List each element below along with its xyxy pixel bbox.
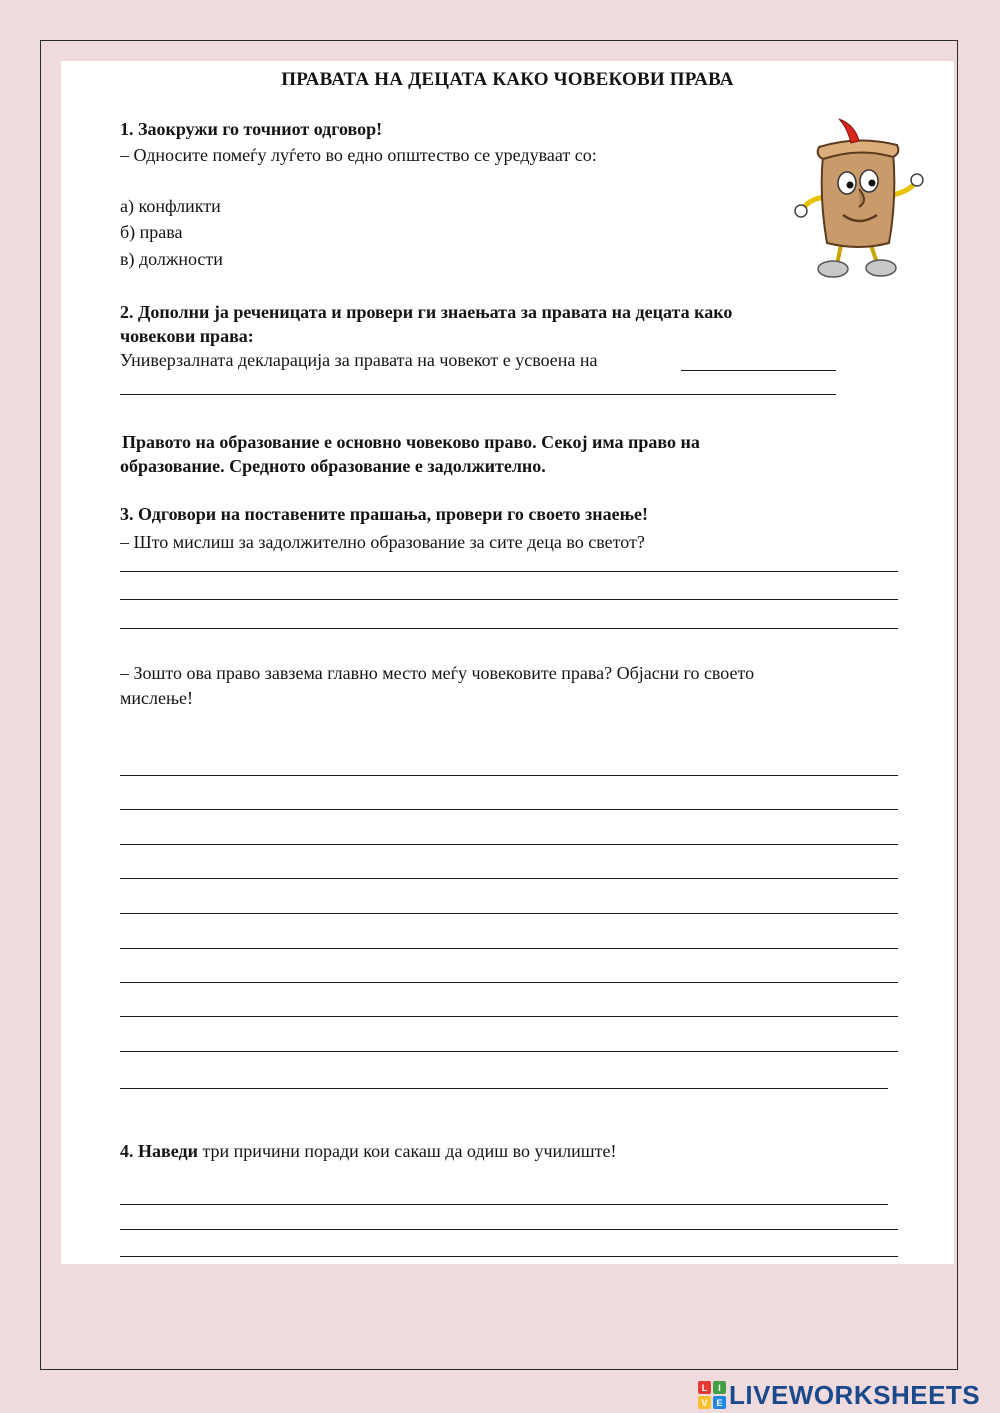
brand-name: LIVEWORKSHEETS	[729, 1379, 981, 1410]
q3-answer2-line[interactable]	[120, 775, 898, 776]
q3-heading: 3. Одговори на поставените прашања, провери го своето знаење!	[120, 504, 648, 524]
worksheet-title: ПРАВАТА НА ДЕЦАТА КАКО ЧОВЕКОВИ ПРАВА	[281, 69, 734, 90]
q1-option-b[interactable]: б) права	[120, 222, 183, 242]
q2-answer-blank-long[interactable]	[120, 394, 836, 395]
q1-option-a[interactable]: а) конфликти	[120, 196, 221, 216]
q4-answer-line[interactable]	[120, 1229, 898, 1230]
q3-answer2-line[interactable]	[120, 1088, 888, 1089]
q4-verb: Наведи	[138, 1141, 198, 1161]
q3-question2-line2: мислење!	[120, 688, 193, 708]
scroll-mascot-illustration	[789, 117, 929, 282]
svg-text:I: I	[718, 1383, 721, 1393]
education-note-line1: Правото на образование е основно човеково право. Секој има право на	[122, 432, 700, 452]
svg-text:V: V	[701, 1398, 708, 1408]
q3-answer2-line[interactable]	[120, 1016, 898, 1017]
worksheet-page	[61, 61, 954, 1264]
q3-question1: – Што мислиш за задолжително образование за сите деца во светот?	[120, 532, 645, 552]
q1-prompt: – Односите помеѓу луѓето во едно општество се уредуваат со:	[120, 145, 597, 165]
q2-sentence: Универзалната декларација за правата на човекот е усвоена на	[120, 350, 598, 370]
q3-answer2-line[interactable]	[120, 878, 898, 879]
q3-answer1-line[interactable]	[120, 571, 898, 572]
svg-text:E: E	[716, 1398, 723, 1408]
q2-heading-line1: 2. Дополни ја реченицата и провери ги знаењата за правата на децата како	[120, 302, 733, 322]
q2-heading-line2: човекови права:	[120, 326, 254, 346]
q3-answer2-line[interactable]	[120, 982, 898, 983]
q3-answer1-line[interactable]	[120, 599, 898, 600]
q3-answer2-line[interactable]	[120, 948, 898, 949]
q3-answer2-line[interactable]	[120, 1051, 898, 1052]
liveworksheets-logo-icon	[698, 1381, 726, 1409]
education-note-line2: образование. Средното образование е задолжително.	[120, 456, 546, 476]
q3-question2-line1: – Зошто ова право завзема главно место меѓу човековите права? Објасни го своето	[120, 663, 755, 683]
q3-answer2-line[interactable]	[120, 809, 898, 810]
q4-number: 4.	[120, 1141, 138, 1161]
q2-answer-blank-short[interactable]	[681, 370, 836, 371]
q3-answer2-line[interactable]	[120, 844, 898, 845]
q4-answer-line[interactable]	[120, 1204, 888, 1205]
svg-text:L: L	[701, 1383, 708, 1393]
q1-option-c[interactable]: в) должности	[120, 249, 223, 269]
q3-answer1-line[interactable]	[120, 628, 898, 629]
q4-heading	[120, 1139, 616, 1163]
q4-rest: три причини поради кои сакаш да одиш во училиште!	[197, 1141, 617, 1161]
q4-answer-line[interactable]	[120, 1256, 898, 1257]
q3-answer2-line[interactable]	[120, 913, 898, 914]
q1-heading: 1. Заокружи го точниот одговор!	[120, 119, 383, 139]
liveworksheets-brand	[698, 1378, 980, 1412]
